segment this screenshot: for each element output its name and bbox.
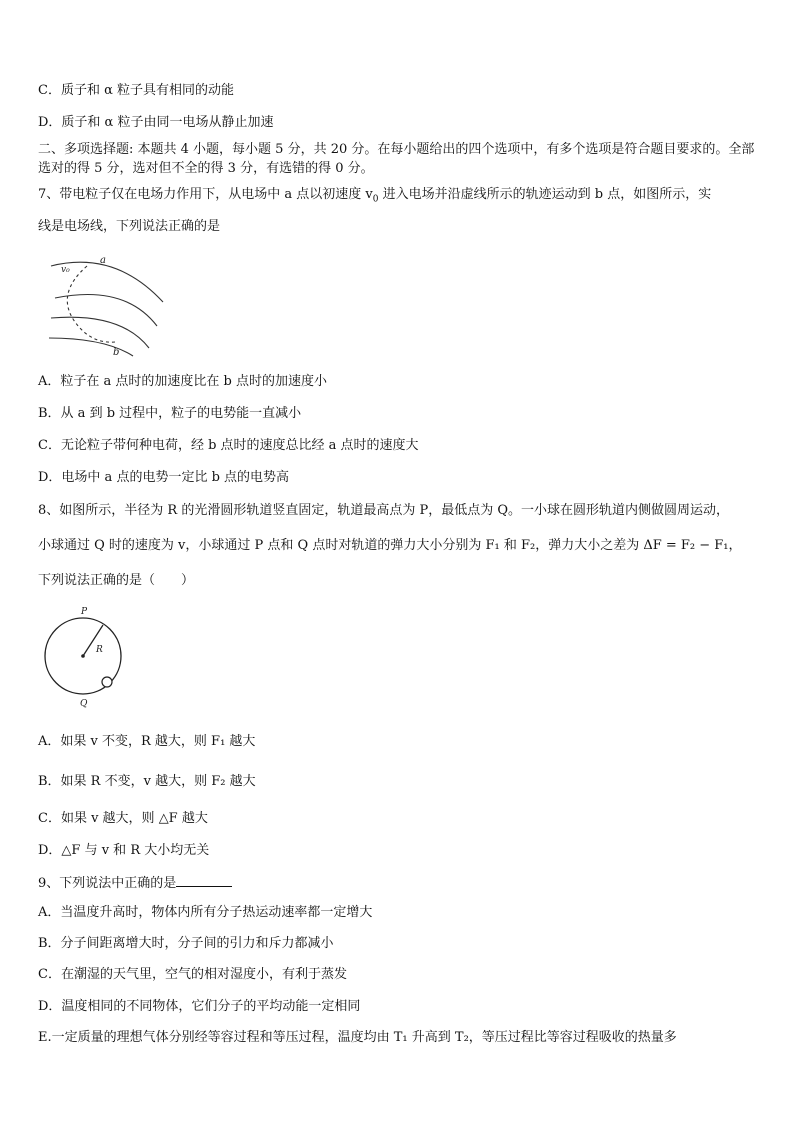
label-b: b (113, 347, 120, 358)
section2-instructions: 二、多项选择题: 本题共 4 小题，每小题 5 分，共 20 分。在每小题给出的四个选项中，有多个选项是符合题目要求的。全部选对的得 5 分，选对但不全的得 3 分，有选错的得 0 分。 (38, 142, 755, 176)
label-v0: v₀ (61, 265, 70, 275)
label-q: Q (80, 699, 88, 709)
q6-option-c: C．质子和 α 粒子具有相同的动能 (38, 83, 234, 98)
center-dot (81, 654, 85, 658)
particle-trajectory (67, 266, 115, 342)
field-line-4 (49, 338, 133, 356)
label-p: P (81, 607, 88, 617)
label-r: R (96, 645, 103, 655)
q8-option-a: A．如果 v 不变，R 越大，则 F₁ 越大 (38, 734, 256, 749)
q9-stem (38, 874, 232, 893)
q7-stem-line1 (38, 186, 711, 209)
q8-stem-line3: 下列说法正确的是（ ） (38, 573, 195, 588)
q9-option-a: A．当温度升高时，物体内所有分子热运动速率都一定增大 (38, 905, 373, 920)
q7-stem-part1: 7、带电粒子仅在电场力作用下，从电场中 a 点以初速度 v (38, 187, 373, 202)
q6-option-d: D．质子和 α 粒子由同一电场从静止加速 (38, 115, 274, 130)
q7-option-c: C．无论粒子带何种电荷，经 b 点时的速度总比经 a 点时的速度大 (38, 438, 419, 453)
q8-option-c: C．如果 v 越大，则 △F 越大 (38, 811, 208, 826)
q9-option-b: B．分子间距离增大时，分子间的引力和斥力都减小 (38, 936, 334, 951)
q7-stem-part2: 进入电场并沿虚线所示的轨迹运动到 b 点，如图所示，实 (378, 187, 712, 202)
q7-field-figure (45, 252, 170, 360)
q9-option-c: C．在潮湿的天气里，空气的相对湿度小，有利于蒸发 (38, 967, 347, 982)
label-a: a (100, 255, 106, 266)
q8-circle-figure (38, 602, 133, 710)
small-ball (102, 677, 112, 687)
q7-option-d: D．电场中 a 点的电势一定比 b 点的电势高 (38, 470, 290, 485)
q7-stem-line2: 线是电场线，下列说法正确的是 (38, 219, 221, 234)
q7-option-a: A．粒子在 a 点时的加速度比在 b 点时的加速度小 (38, 374, 327, 389)
q7-stem-sub: 0 (372, 194, 379, 205)
q9-option-d: D．温度相同的不同物体，它们分子的平均动能一定相同 (38, 999, 361, 1014)
q7-option-b: B．从 a 到 b 过程中，粒子的电势能一直减小 (38, 406, 302, 421)
q9-option-e: E.一定质量的理想气体分别经等容过程和等压过程，温度均由 T₁ 升高到 T₂，等压过程比等容过程吸收的热量多 (38, 1030, 677, 1045)
q9-stem-text: 9、下列说法中正确的是 (38, 876, 177, 891)
q8-option-b: B．如果 R 不变，v 越大，则 F₂ 越大 (38, 774, 256, 789)
q8-option-d: D．△F 与 v 和 R 大小均无关 (38, 843, 210, 858)
q8-stem-line2: 小球通过 Q 时的速度为 v，小球通过 P 点和 Q 点时对轨道的弹力大小分别为 F₁ 和 F₂，弹力大小之差为 ΔF = F₂ − F₁， (38, 538, 742, 553)
answer-blank (176, 874, 232, 887)
q8-stem-line1: 8、如图所示，半径为 R 的光滑圆形轨道竖直固定，轨道最高点为 P，最低点为 Q。一小球在圆形轨道内侧做圆周运动， (38, 503, 729, 518)
